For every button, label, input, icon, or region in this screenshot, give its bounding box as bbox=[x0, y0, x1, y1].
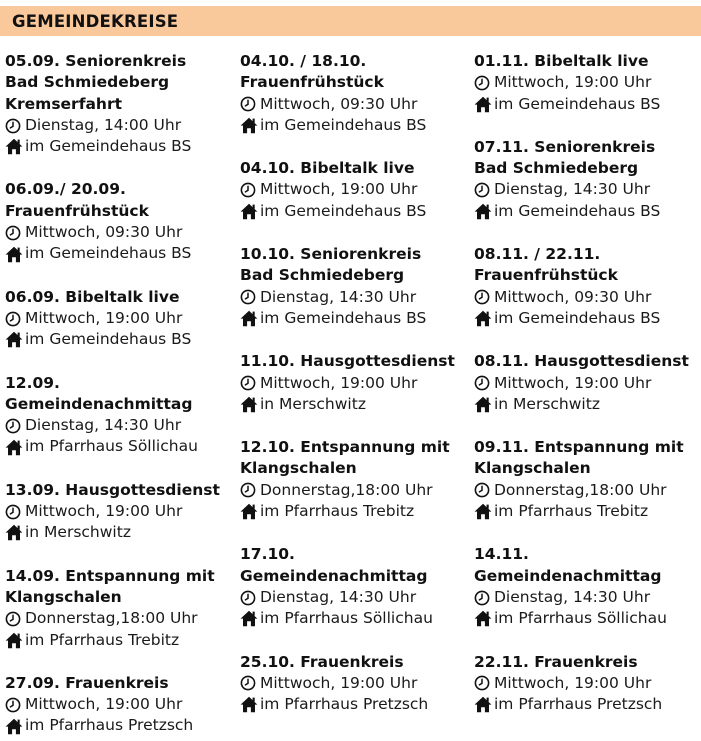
event-time-text: Dienstag, 14:30 Uhr bbox=[494, 180, 651, 199]
event-title: 25.10. Frauenkreis bbox=[240, 652, 404, 671]
event-place-text: im Gemeindehaus BS bbox=[260, 201, 427, 220]
house-icon bbox=[240, 396, 260, 414]
event-item bbox=[5, 287, 235, 351]
event-place bbox=[474, 94, 701, 115]
event-item bbox=[5, 673, 235, 737]
event-time-text: Dienstag, 14:30 Uhr bbox=[260, 287, 417, 306]
house-icon bbox=[474, 503, 494, 521]
house-icon bbox=[474, 696, 494, 714]
event-place bbox=[5, 329, 235, 350]
event-place bbox=[474, 308, 701, 329]
event-item bbox=[240, 652, 470, 716]
event-title: 27.09. Frauenkreis bbox=[5, 673, 169, 692]
house-icon bbox=[474, 95, 494, 113]
event-title: 10.10. Seniorenkreis Bad Schmiedeberg bbox=[240, 245, 422, 285]
event-place-text: im Pfarrhaus Söllichau bbox=[260, 609, 433, 628]
event-title: 14.09. Entspannung mit Klangschalen bbox=[5, 566, 215, 606]
event-item bbox=[474, 137, 701, 222]
event-time-text: Mittwoch, 19:00 Uhr bbox=[25, 308, 183, 327]
event-item bbox=[240, 244, 470, 329]
house-icon bbox=[5, 631, 25, 649]
event-title: 13.09. Hausgottesdienst bbox=[5, 480, 220, 499]
event-place bbox=[474, 201, 701, 222]
event-item bbox=[240, 351, 470, 415]
event-title: 05.09. Seniorenkreis Bad Schmiedeberg Kremserfahrt bbox=[5, 52, 187, 113]
event-place-text: im Pfarrhaus Söllichau bbox=[494, 609, 667, 628]
house-icon bbox=[240, 610, 260, 628]
event-item bbox=[5, 179, 235, 264]
event-place-text: im Pfarrhaus Söllichau bbox=[25, 437, 198, 456]
event-place-text: in Merschwitz bbox=[260, 394, 366, 413]
event-item bbox=[474, 244, 701, 329]
clock-icon bbox=[240, 589, 260, 607]
clock-icon bbox=[240, 674, 260, 692]
event-place bbox=[240, 694, 470, 715]
event-title: 11.10. Hausgottesdienst bbox=[240, 352, 455, 371]
event-time bbox=[474, 373, 701, 394]
event-item bbox=[474, 544, 701, 629]
event-place bbox=[240, 501, 470, 522]
event-time bbox=[5, 501, 235, 522]
clock-icon bbox=[240, 481, 260, 499]
event-place-text: im Gemeindehaus BS bbox=[260, 308, 427, 327]
event-time-text: Mittwoch, 09:30 Uhr bbox=[260, 94, 418, 113]
event-time-text: Dienstag, 14:30 Uhr bbox=[260, 587, 417, 606]
event-title: 04.10. / 18.10. Frauenfrühstück bbox=[240, 52, 384, 92]
event-time-text: Mittwoch, 09:30 Uhr bbox=[494, 287, 652, 306]
event-time bbox=[240, 673, 470, 694]
house-icon bbox=[240, 503, 260, 521]
event-place bbox=[474, 394, 701, 415]
event-time bbox=[474, 480, 701, 501]
house-icon bbox=[5, 245, 25, 263]
event-time-text: Mittwoch, 19:00 Uhr bbox=[494, 373, 652, 392]
event-place-text: im Gemeindehaus BS bbox=[494, 94, 661, 113]
event-column-october bbox=[240, 51, 470, 715]
event-title: 09.11. Entspannung mit Klangschalen bbox=[474, 438, 684, 478]
event-place-text: im Pfarrhaus Pretzsch bbox=[494, 695, 663, 714]
event-place-text: im Gemeindehaus BS bbox=[25, 330, 192, 349]
event-time bbox=[5, 308, 235, 329]
event-place bbox=[474, 694, 701, 715]
event-time bbox=[240, 587, 470, 608]
event-time-text: Dienstag, 14:30 Uhr bbox=[494, 587, 651, 606]
event-time bbox=[5, 694, 235, 715]
clock-icon bbox=[5, 224, 25, 242]
event-place-text: in Merschwitz bbox=[25, 523, 131, 542]
event-title: 06.09./ 20.09. Frauenfrühstück bbox=[5, 180, 149, 220]
house-icon bbox=[474, 202, 494, 220]
house-icon bbox=[240, 117, 260, 135]
event-time-text: Mittwoch, 19:00 Uhr bbox=[25, 502, 183, 521]
event-item bbox=[5, 480, 235, 544]
event-place-text: im Pfarrhaus Pretzsch bbox=[25, 716, 194, 735]
event-title: 08.11. / 22.11. Frauenfrühstück bbox=[474, 245, 618, 285]
event-title: 14.11. Gemeindenachmittag bbox=[474, 545, 662, 585]
event-item bbox=[474, 351, 701, 415]
event-time-text: Donnerstag,18:00 Uhr bbox=[494, 480, 667, 499]
event-title: 07.11. Seniorenkreis Bad Schmiedeberg bbox=[474, 137, 656, 178]
event-time-text: Dienstag, 14:30 Uhr bbox=[25, 416, 182, 435]
event-place bbox=[240, 201, 470, 222]
event-place-text: im Pfarrhaus Trebitz bbox=[260, 502, 415, 521]
event-title: 08.11. Hausgottesdienst bbox=[474, 352, 689, 371]
house-icon bbox=[5, 331, 25, 349]
clock-icon bbox=[474, 74, 494, 92]
event-place-text: im Gemeindehaus BS bbox=[494, 201, 661, 220]
clock-icon bbox=[240, 181, 260, 199]
clock-icon bbox=[474, 481, 494, 499]
event-time-text: Mittwoch, 19:00 Uhr bbox=[260, 180, 418, 199]
event-place-text: im Pfarrhaus Pretzsch bbox=[260, 695, 429, 714]
event-time bbox=[240, 373, 470, 394]
event-place-text: im Gemeindehaus BS bbox=[260, 115, 427, 134]
house-icon bbox=[240, 202, 260, 220]
event-place-text: in Merschwitz bbox=[494, 394, 600, 413]
event-place bbox=[5, 630, 235, 651]
house-icon bbox=[474, 610, 494, 628]
event-time bbox=[474, 179, 701, 200]
event-time-text: Mittwoch, 09:30 Uhr bbox=[25, 223, 183, 242]
event-title: 17.10. Gemeindenachmittag bbox=[240, 545, 428, 585]
event-time bbox=[5, 115, 235, 136]
clock-icon bbox=[474, 374, 494, 392]
event-place-text: im Gemeindehaus BS bbox=[25, 244, 192, 263]
clock-icon bbox=[474, 674, 494, 692]
event-time-text: Mittwoch, 19:00 Uhr bbox=[260, 373, 418, 392]
house-icon bbox=[474, 310, 494, 328]
event-time bbox=[5, 222, 235, 243]
event-time-text: Mittwoch, 19:00 Uhr bbox=[260, 673, 418, 692]
event-column-november bbox=[474, 51, 701, 715]
event-title: 06.09. Bibeltalk live bbox=[5, 287, 180, 306]
event-item bbox=[474, 437, 701, 522]
event-place bbox=[5, 136, 235, 157]
event-time bbox=[5, 608, 235, 629]
event-place bbox=[5, 522, 235, 543]
event-item bbox=[474, 51, 701, 115]
clock-icon bbox=[5, 503, 25, 521]
event-place-text: im Gemeindehaus BS bbox=[25, 137, 192, 156]
event-place-text: im Pfarrhaus Trebitz bbox=[494, 502, 649, 521]
event-place bbox=[5, 715, 235, 736]
event-place-text: im Gemeindehaus BS bbox=[494, 308, 661, 327]
clock-icon bbox=[5, 696, 25, 714]
house-icon bbox=[474, 396, 494, 414]
clock-icon bbox=[5, 610, 25, 628]
clock-icon bbox=[5, 117, 25, 135]
section-title: GEMEINDEKREISE bbox=[12, 12, 179, 31]
event-item bbox=[5, 373, 235, 458]
event-item bbox=[240, 158, 470, 222]
event-title: 22.11. Frauenkreis bbox=[474, 652, 638, 671]
event-place bbox=[474, 608, 701, 629]
event-place bbox=[5, 436, 235, 457]
clock-icon bbox=[240, 374, 260, 392]
event-time-text: Donnerstag,18:00 Uhr bbox=[260, 480, 433, 499]
event-time bbox=[474, 587, 701, 608]
house-icon bbox=[5, 138, 25, 156]
clock-icon bbox=[474, 288, 494, 306]
event-place bbox=[240, 394, 470, 415]
clock-icon bbox=[5, 417, 25, 435]
clock-icon bbox=[474, 589, 494, 607]
event-title: 12.09. Gemeindenachmittag bbox=[5, 373, 193, 413]
event-item bbox=[240, 437, 470, 522]
event-time-text: Dienstag, 14:00 Uhr bbox=[25, 115, 182, 134]
event-time bbox=[474, 287, 701, 308]
event-place bbox=[474, 501, 701, 522]
event-item bbox=[5, 566, 235, 651]
event-time-text: Donnerstag,18:00 Uhr bbox=[25, 609, 198, 628]
event-time-text: Mittwoch, 19:00 Uhr bbox=[494, 73, 652, 92]
section-header bbox=[0, 6, 701, 36]
event-time bbox=[240, 94, 470, 115]
event-title: 01.11. Bibeltalk live bbox=[474, 52, 649, 70]
clock-icon bbox=[474, 181, 494, 199]
event-time-text: Mittwoch, 19:00 Uhr bbox=[494, 673, 652, 692]
event-time bbox=[474, 673, 701, 694]
event-column-september bbox=[5, 51, 235, 737]
event-time bbox=[240, 287, 470, 308]
house-icon bbox=[5, 438, 25, 456]
clock-icon bbox=[5, 310, 25, 328]
event-item bbox=[474, 652, 701, 716]
house-icon bbox=[5, 717, 25, 735]
event-title: 12.10. Entspannung mit Klangschalen bbox=[240, 438, 450, 478]
event-item bbox=[240, 51, 470, 136]
event-time-text: Mittwoch, 19:00 Uhr bbox=[25, 695, 183, 714]
house-icon bbox=[240, 310, 260, 328]
event-time bbox=[5, 415, 235, 436]
event-place bbox=[240, 608, 470, 629]
event-place bbox=[5, 243, 235, 264]
clock-icon bbox=[240, 288, 260, 306]
house-icon bbox=[5, 524, 25, 542]
event-time bbox=[240, 179, 470, 200]
event-time bbox=[474, 72, 701, 93]
event-time bbox=[240, 480, 470, 501]
event-item bbox=[5, 51, 235, 157]
event-item bbox=[240, 544, 470, 629]
event-place-text: im Pfarrhaus Trebitz bbox=[25, 630, 180, 649]
house-icon bbox=[240, 696, 260, 714]
event-place bbox=[240, 115, 470, 136]
clock-icon bbox=[240, 95, 260, 113]
event-place bbox=[240, 308, 470, 329]
event-title: 04.10. Bibeltalk live bbox=[240, 159, 415, 178]
